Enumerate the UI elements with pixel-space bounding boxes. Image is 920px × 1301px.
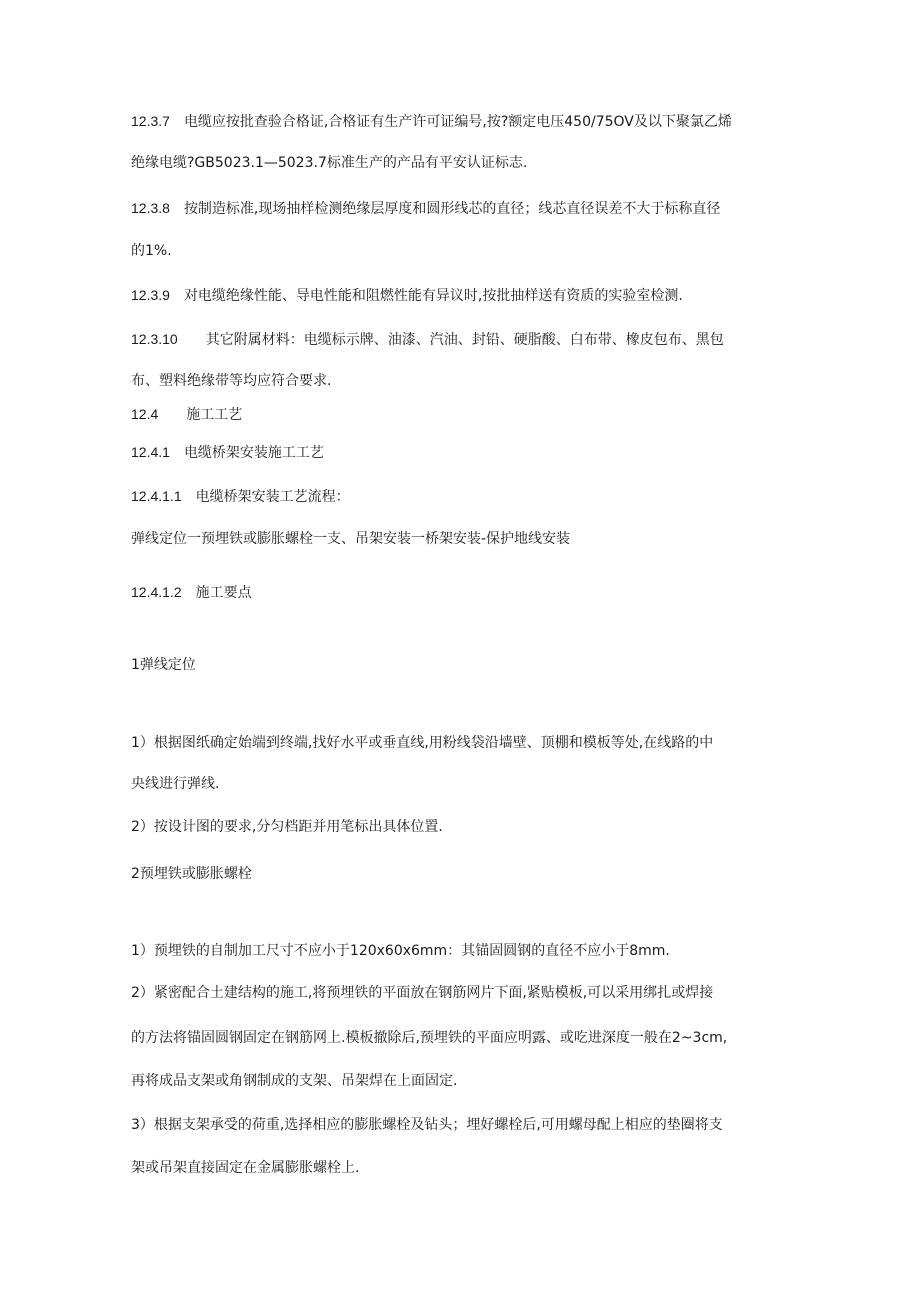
paragraph-text: 弹线定位一预埋铁或膨胀螺栓一支、吊架安装一桥架安装-保护地线安装: [131, 531, 571, 547]
paragraph-text: 的方法将锚固圆钢固定在钢筋网上.模板撤除后,预埋铁的平面应明露、或吃进深度一般在2~3cm,: [131, 1030, 728, 1046]
paragraph-text: 2）紧密配合土建结构的施工,将预埋铁的平面放在钢筋网片下面,紧贴模板,可以采用绑扎或焊接: [131, 985, 714, 1001]
paragraph-continuation: [131, 774, 791, 794]
paragraph-continuation: [131, 1071, 791, 1091]
paragraph-12-3-10: [131, 329, 791, 350]
section-number: 12.3.8: [131, 200, 170, 216]
heading-text: 施工要点: [195, 585, 252, 601]
paragraph-continuation: [131, 241, 791, 261]
paragraph-continuation: [131, 1158, 791, 1178]
paragraph-continuation: [131, 371, 791, 391]
section-number: 12.3.10: [131, 331, 178, 347]
paragraph-text: 1）根据图纸确定始端到终端,找好水平或垂直线,用粉线袋沿墙壁、顶棚和模板等处,在线路的中: [131, 735, 714, 751]
section-number: 12.4.1: [131, 444, 170, 460]
heading-text: 施工工艺: [186, 407, 243, 423]
paragraph-text: 其它附属材料：电缆标示牌、油漆、汽油、封铅、硬脂酸、白布带、橡皮包布、黑包: [205, 332, 724, 348]
paragraph-text: 3）根据支架承受的荷重,选择相应的膨胀螺栓及钻头；埋好螺栓后,可用螺母配上相应的垫圈将支: [131, 1117, 723, 1133]
paragraph-text: 绝缘电缆?GB5023.1—5023.7标准生产的产品有平安认证标志.: [131, 155, 528, 171]
section-number: 12.4.1.1: [131, 488, 182, 504]
paragraph-12-3-7: [131, 111, 791, 132]
paragraph-text: 1）预埋铁的自制加工尺寸不应小于120x60x6mm：其锚固圆钢的直径不应小于8mm.: [131, 943, 670, 959]
item-1-2: [131, 817, 791, 837]
paragraph-text: 按制造标准,现场抽样检测绝缘层厚度和圆形线芯的直径；线芯直径误差不大于标称直径: [183, 201, 721, 217]
paragraph-text: 央线进行弹线.: [131, 776, 220, 792]
item-2-3: [131, 1115, 791, 1135]
section-number: 12.3.7: [131, 113, 170, 129]
process-flow: [131, 529, 791, 549]
section-number: 12.4: [131, 406, 159, 422]
heading-text: 电缆桥架安装施工工艺: [183, 445, 324, 461]
paragraph-text: 再将成品支架或角钢制成的支架、吊架焊在上面固定.: [131, 1073, 458, 1089]
heading-12-4: [131, 404, 791, 425]
heading-12-4-1-1: [131, 486, 791, 507]
item-2-1: [131, 941, 791, 961]
paragraph-12-3-9: [131, 285, 791, 306]
paragraph-text: 电缆应按批查验合格证,合格证有生产许可证编号,按?额定电压450/75OV及以下聚氯乙烯: [183, 114, 732, 130]
paragraph-continuation: [131, 153, 791, 173]
paragraph-12-3-8: [131, 198, 791, 219]
paragraph-text: 架或吊架直接固定在金属膨胀螺栓上.: [131, 1160, 360, 1176]
paragraph-text: 2）按设计图的要求,分匀档距并用笔标出具体位置.: [131, 819, 443, 835]
heading-12-4-1-2: [131, 582, 791, 603]
section-number: 12.3.9: [131, 287, 170, 303]
paragraph-text: 布、塑料绝缘带等均应符合要求.: [131, 373, 332, 389]
item-1-1: [131, 733, 791, 753]
heading-text: 2预埋铁或膨胀螺栓: [131, 866, 252, 882]
paragraph-continuation: [131, 1028, 791, 1048]
paragraph-text: 对电缆绝缘性能、导电性能和阻燃性能有异议时,按批抽样送有资质的实验室检测.: [183, 288, 683, 304]
heading-text: 电缆桥架安装工艺流程：: [195, 489, 350, 505]
subheading-2: [131, 864, 791, 884]
section-number: 12.4.1.2: [131, 584, 182, 600]
paragraph-text: 的1%.: [131, 243, 172, 259]
item-2-2: [131, 983, 791, 1003]
heading-text: 1弹线定位: [131, 657, 196, 673]
subheading-1: [131, 655, 791, 675]
heading-12-4-1: [131, 442, 791, 463]
